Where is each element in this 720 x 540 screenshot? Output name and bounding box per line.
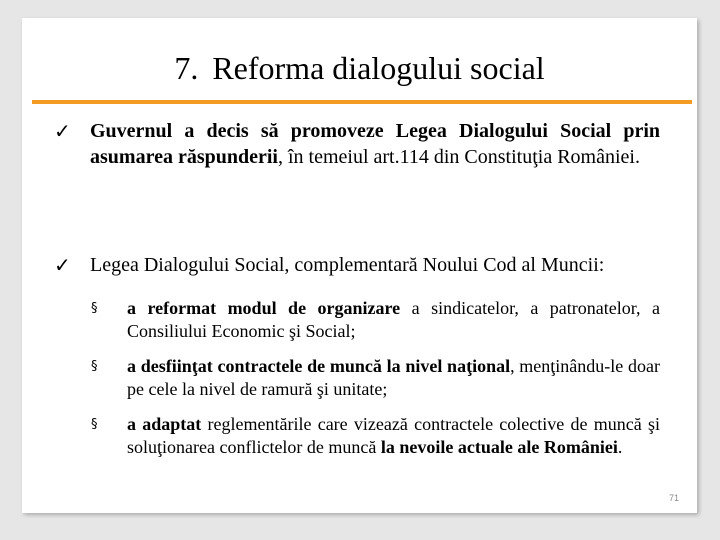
subitem-2 bbox=[127, 355, 660, 401]
subitem-3-bold: a adaptat bbox=[127, 414, 202, 434]
subitem-3-rest: reglementările care vizează contractele colective de muncă şi soluţionarea conflictelor de muncă bbox=[127, 414, 660, 457]
subitem-3-end: . bbox=[617, 437, 623, 457]
checkmark-icon: ✓ bbox=[54, 119, 71, 143]
square-bullet-icon: § bbox=[91, 301, 98, 316]
subitem-2-rest: , menţinându-le doar pe cele la nivel de ramură şi unitate; bbox=[127, 356, 660, 399]
subitem-1-rest: a sindicatelor, a patronatelor, a Consiliului Economic şi Social; bbox=[127, 298, 660, 341]
point-2-text: Legea Dialogului Social, complementară Noului Cod al Muncii: bbox=[90, 254, 605, 276]
subitem-3-bold2: la nevoile actuale ale României bbox=[380, 437, 618, 457]
square-bullet-icon: § bbox=[91, 417, 98, 432]
slide bbox=[22, 18, 697, 513]
title-text: Reforma dialogului social bbox=[212, 50, 545, 86]
page-number: 71 bbox=[668, 493, 679, 503]
title-underline bbox=[32, 100, 692, 104]
subitem-1 bbox=[127, 297, 660, 343]
point-2 bbox=[90, 252, 660, 278]
square-bullet-icon: § bbox=[91, 359, 98, 374]
slide-title bbox=[22, 48, 697, 88]
title-number: 7. bbox=[174, 50, 199, 86]
point-1 bbox=[90, 118, 660, 170]
point-1-bold: Guvernul a decis să promoveze Legea Dialogului Social prin asumarea răspunderii bbox=[90, 120, 660, 168]
checkmark-icon: ✓ bbox=[54, 253, 71, 277]
subitem-3 bbox=[127, 413, 660, 459]
subitem-2-bold: a desfiinţat contractele de muncă la nivel naţional bbox=[127, 356, 511, 376]
subitem-1-bold: a reformat modul de organizare bbox=[127, 298, 401, 318]
point-1-rest: , în temeiul art.114 din Constituţia României. bbox=[277, 146, 640, 168]
